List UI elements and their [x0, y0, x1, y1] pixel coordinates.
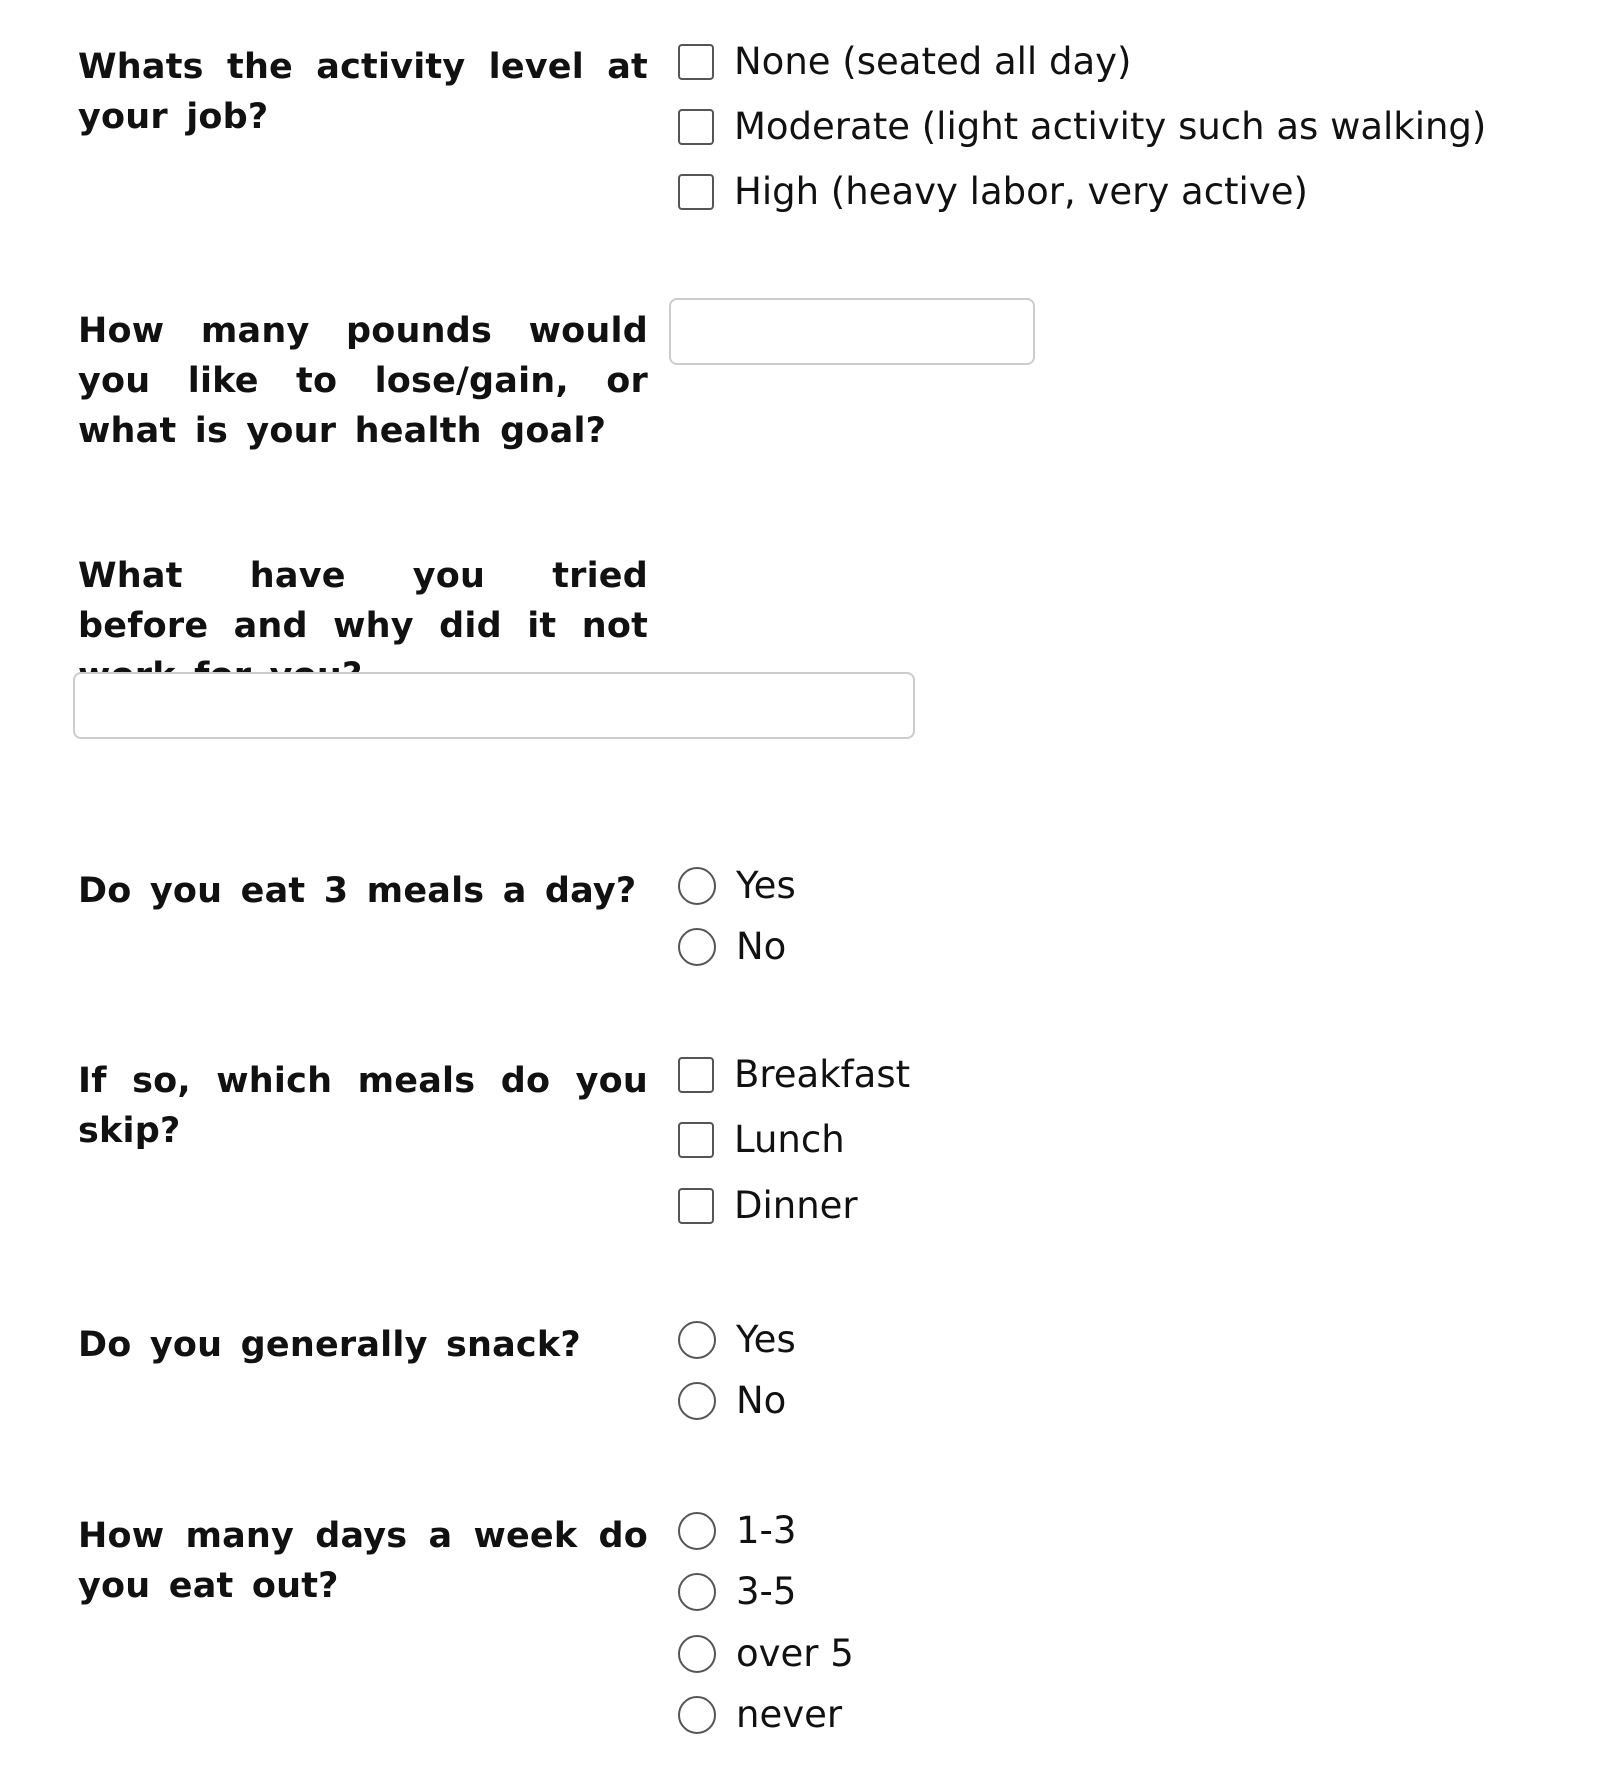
- snack-option-yes[interactable]: [678, 1318, 796, 1362]
- option-label: Lunch: [734, 1118, 845, 1161]
- snack-option-no[interactable]: [678, 1379, 786, 1423]
- radio-button[interactable]: [678, 867, 716, 905]
- tried-before-question: What have you tried before and why did it not: [78, 556, 648, 646]
- skip-meals-option-lunch[interactable]: [678, 1118, 845, 1162]
- eat-out-option-never[interactable]: [678, 1693, 842, 1737]
- three-meals-option-yes[interactable]: [678, 864, 796, 908]
- checkbox[interactable]: [678, 44, 714, 80]
- skip-meals-option-breakfast[interactable]: [678, 1053, 910, 1097]
- radio-button[interactable]: [678, 1635, 716, 1673]
- job-activity-option-none[interactable]: [678, 40, 1131, 84]
- checkbox[interactable]: [678, 109, 714, 145]
- three-meals-question: Do you eat 3 meals a day?: [78, 871, 637, 911]
- three-meals-option-no[interactable]: [678, 925, 786, 969]
- radio-button[interactable]: [678, 1696, 716, 1734]
- job-activity-option-high[interactable]: [678, 170, 1308, 214]
- option-label: None (seated all day): [734, 40, 1132, 83]
- checkbox[interactable]: [678, 1057, 714, 1093]
- snack-question: Do you generally snack?: [78, 1325, 581, 1365]
- option-label: Yes: [736, 864, 796, 907]
- option-label: High (heavy labor, very active): [734, 170, 1308, 213]
- tried-before-input[interactable]: [73, 672, 915, 739]
- option-label: over 5: [736, 1632, 854, 1675]
- radio-button[interactable]: [678, 1382, 716, 1420]
- radio-button[interactable]: [678, 928, 716, 966]
- option-label: No: [736, 925, 787, 968]
- eat-out-option-1-3[interactable]: [678, 1509, 796, 1553]
- option-label: No: [736, 1379, 787, 1422]
- radio-button[interactable]: [678, 1512, 716, 1550]
- health-goal-question: How many pounds would you like to lose/gain, or what is your health goal?: [78, 311, 648, 451]
- option-label: Breakfast: [734, 1053, 911, 1096]
- radio-button[interactable]: [678, 1573, 716, 1611]
- option-label: Moderate (light activity such as walking): [734, 105, 1487, 148]
- job-activity-option-moderate[interactable]: [678, 105, 1486, 149]
- option-label: 1-3: [736, 1509, 797, 1552]
- option-label: Yes: [736, 1318, 796, 1361]
- option-label: Dinner: [734, 1184, 858, 1227]
- checkbox[interactable]: [678, 1188, 714, 1224]
- eat-out-question: How many days a week do you eat out?: [78, 1516, 648, 1606]
- option-label: 3-5: [736, 1570, 797, 1613]
- radio-button[interactable]: [678, 1321, 716, 1359]
- skip-meals-question: If so, which meals do you skip?: [78, 1061, 648, 1151]
- job-activity-question: Whats the activity level at your job?: [78, 47, 648, 137]
- checkbox[interactable]: [678, 1122, 714, 1158]
- checkbox[interactable]: [678, 174, 714, 210]
- eat-out-option-3-5[interactable]: [678, 1570, 796, 1614]
- eat-out-option-over-5[interactable]: [678, 1632, 854, 1676]
- health-goal-input[interactable]: [669, 298, 1035, 365]
- option-label: never: [736, 1693, 843, 1736]
- skip-meals-option-dinner[interactable]: [678, 1184, 858, 1228]
